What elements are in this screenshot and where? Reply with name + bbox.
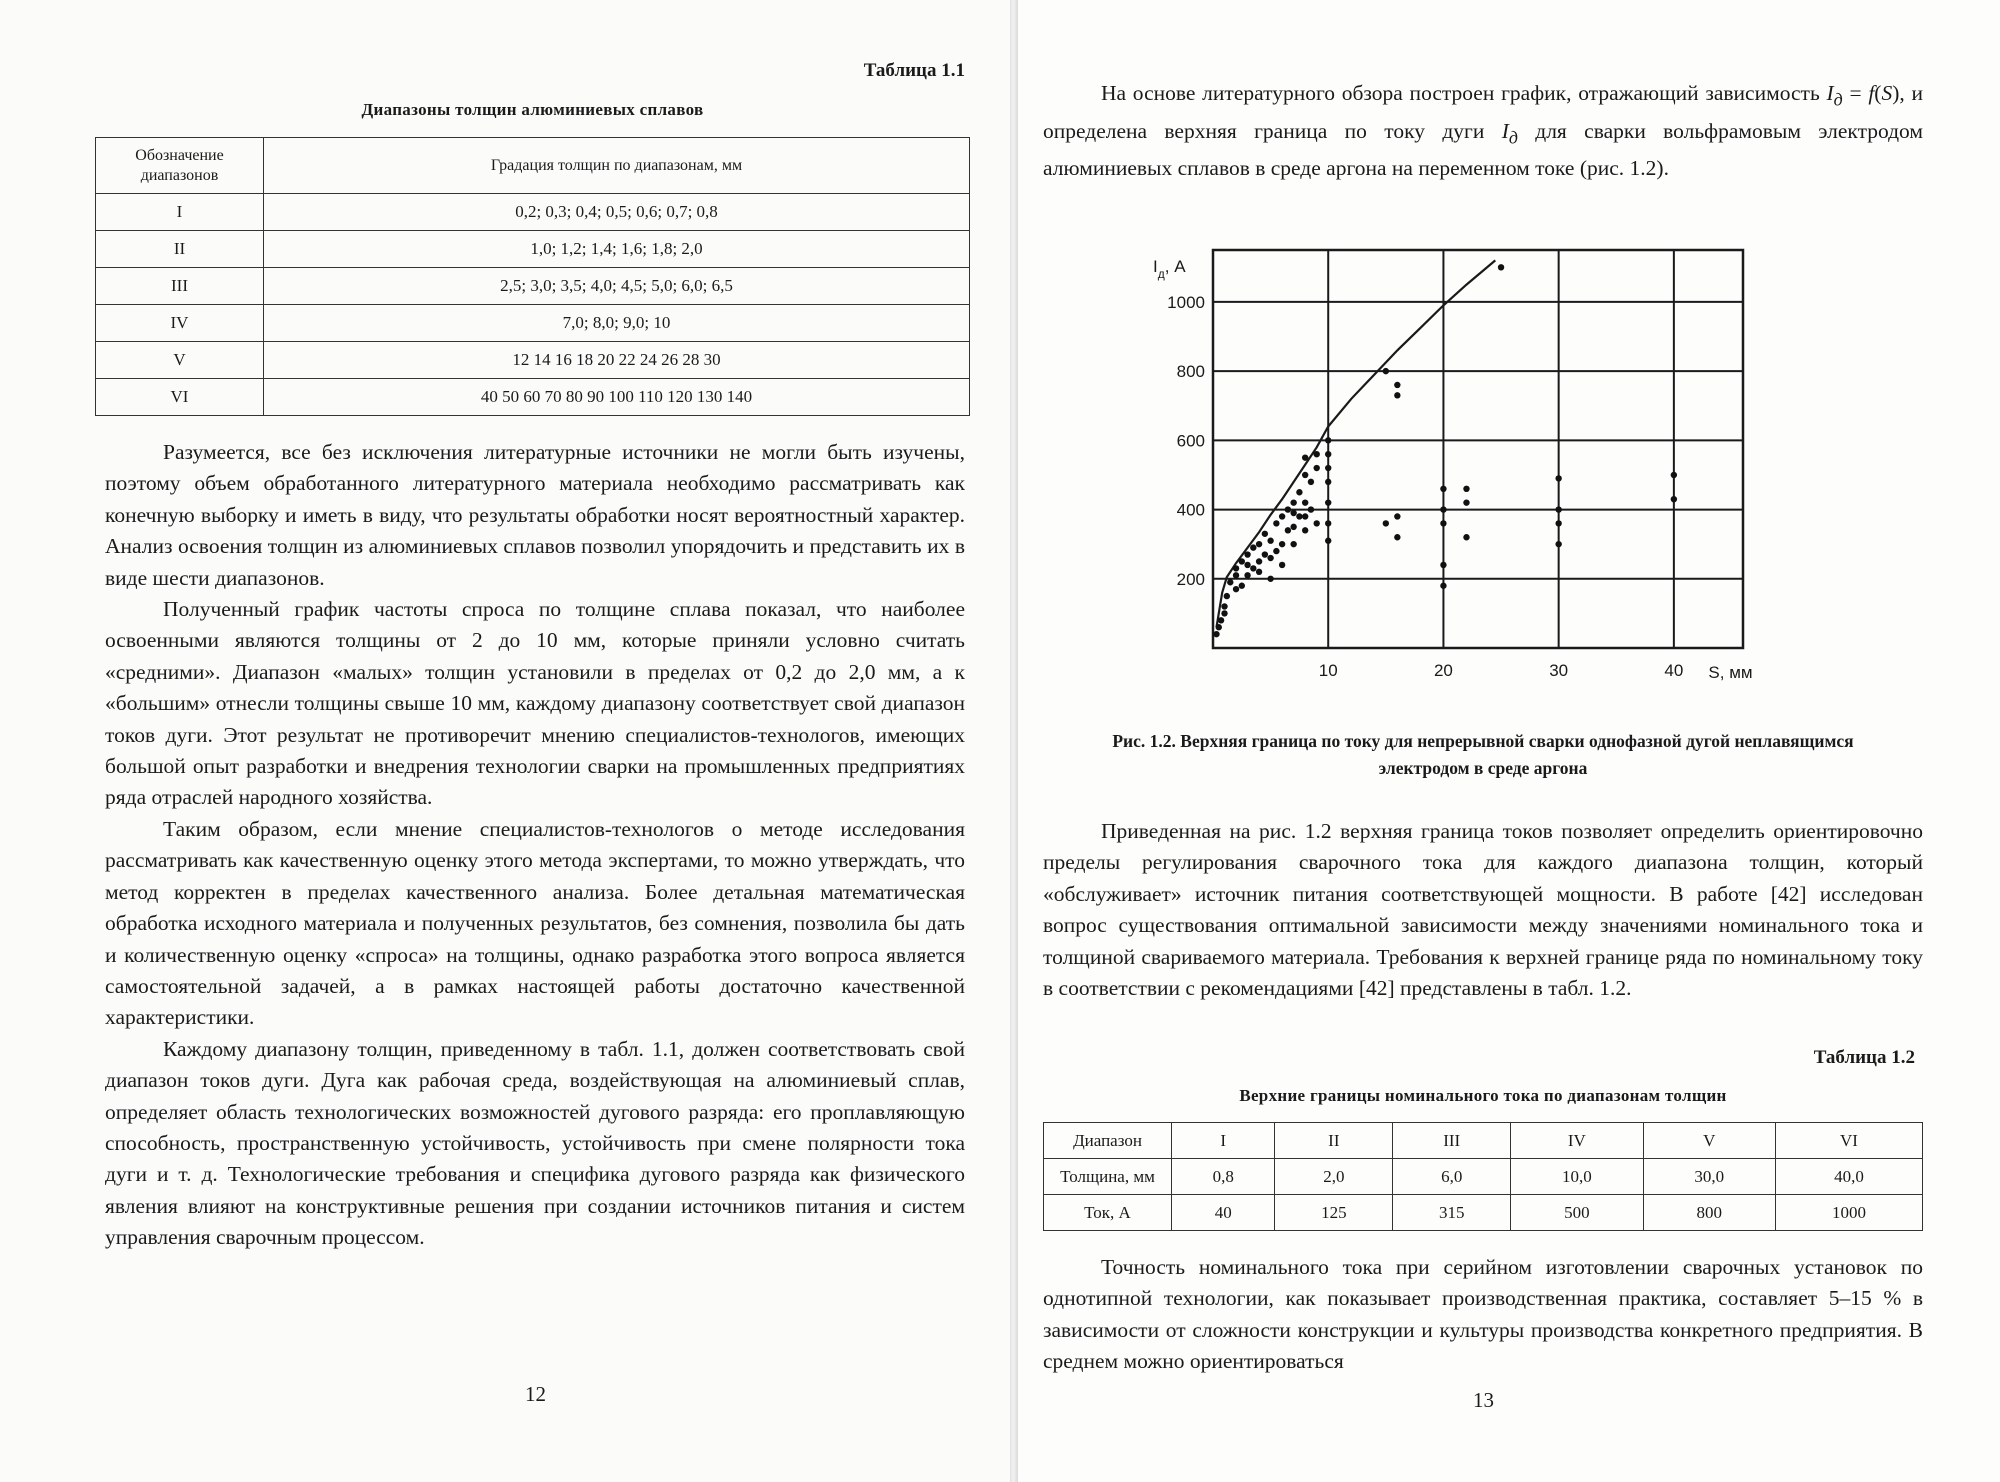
data-point (1267, 555, 1273, 561)
page-number-right: 13 (1473, 1388, 1494, 1412)
data-point (1302, 454, 1308, 460)
x-tick-label: 20 (1433, 661, 1453, 680)
data-point (1262, 551, 1268, 557)
data-point (1383, 520, 1389, 526)
table-cell: 40 (1172, 1195, 1275, 1231)
data-point (1267, 576, 1273, 582)
data-point (1213, 631, 1219, 637)
range-values: 12 14 16 18 20 22 24 26 28 30 (264, 342, 970, 379)
intro-paragraph (1043, 78, 1923, 185)
table-cell: III (1393, 1123, 1511, 1159)
table-cell: IV (1511, 1123, 1643, 1159)
data-point (1383, 368, 1389, 374)
data-point (1290, 524, 1296, 530)
paragraph (1043, 816, 1923, 1004)
table-row (96, 342, 970, 379)
figure-1-2-chart (1098, 240, 1858, 690)
data-point (1463, 499, 1469, 505)
table-cell: 40,0 (1776, 1159, 1923, 1195)
data-point (1239, 583, 1245, 589)
paragraph (105, 594, 965, 814)
data-point (1221, 610, 1227, 616)
data-point (1498, 264, 1504, 270)
x-tick-label: 30 (1549, 661, 1569, 680)
data-point (1302, 499, 1308, 505)
data-point (1308, 506, 1314, 512)
data-point (1555, 506, 1561, 512)
table-cell: 125 (1275, 1195, 1393, 1231)
data-point (1325, 538, 1331, 544)
paragraph-text: Точность номинального тока при серийном изготовлении сварочных установок по однотипной технологии, как показывает производственная практика, составляет 5–15 % в зависимости от сложности конструкции и культуры производства конкретного предприятия. В среднем можно ориентироваться (1043, 1255, 1923, 1374)
left-text-block (105, 437, 965, 1254)
table-cell: 30,0 (1643, 1159, 1775, 1195)
data-point (1290, 510, 1296, 516)
data-point (1279, 541, 1285, 547)
data-point (1555, 541, 1561, 547)
paragraph-text: Каждому диапазону толщин, приведенному в табл. 1.1, должен соответствовать свой диапазон токов дуги. Дуга как рабочая среда, воздействующая на алюминиевый сплав, определяет область технологических возможностей дугового разряда: его проплавляющую способность, пространственную устойчивость, устойчивость при смене полярности тока дуги и т. д. Технологические требования и специфика дугового разряда как физического явления влияют на конструктивные решения при создании источников питания и систем управления сварочным процессом. (105, 1036, 965, 1250)
data-point (1440, 562, 1446, 568)
data-point (1233, 586, 1239, 592)
range-code: II (96, 231, 264, 268)
range-values: 7,0; 8,0; 9,0; 10 (264, 305, 970, 342)
range-values: 1,0; 1,2; 1,4; 1,6; 1,8; 2,0 (264, 231, 970, 268)
data-point (1555, 520, 1561, 526)
right-paragraph-3 (1043, 1252, 1923, 1378)
formula-i: I (1826, 81, 1834, 105)
x-axis-label: S, мм (1708, 663, 1753, 682)
paragraph-text: Приведенная на рис. 1.2 верхняя граница токов позволяет определить ориентировочно пределы регулирования сварочного тока для каждого диапазона толщин, который «обслуживает» источник питания соответствующей мощности. В работе [42] исследован вопрос существования оптимальной зависимости между значениями номинального тока и толщиной свариваемого материала. Требования к верхней границе ряда по номинальному току в соответствии с рекомендациями [42] представлены в табл. 1.2. (1043, 819, 1923, 1001)
data-point (1463, 534, 1469, 540)
range-values: 2,5; 3,0; 3,5; 4,0; 4,5; 5,0; 6,0; 6,5 (264, 268, 970, 305)
table-cell: 315 (1393, 1195, 1511, 1231)
range-code: I (96, 194, 264, 231)
formula-sub: д (1508, 127, 1518, 147)
formula-s: S (1881, 81, 1893, 105)
data-point (1296, 489, 1302, 495)
data-point (1440, 506, 1446, 512)
y-tick-label: 600 (1176, 431, 1205, 451)
data-point (1273, 520, 1279, 526)
table-row (96, 194, 970, 231)
data-point (1325, 520, 1331, 526)
y-tick-label: 200 (1176, 569, 1205, 589)
range-code: V (96, 342, 264, 379)
data-point (1250, 565, 1256, 571)
data-point (1313, 520, 1319, 526)
data-point (1302, 472, 1308, 478)
table-cell: 800 (1643, 1195, 1775, 1231)
table-1-1 (95, 137, 970, 416)
y-tick-label: 800 (1176, 362, 1205, 382)
table-row (96, 268, 970, 305)
figure-caption: Рис. 1.2. Верхняя граница по току для непрерывной сварки однофазной дугой неплавящимся электродом в среде аргона (1112, 731, 1854, 778)
table-cell: Диапазон (1044, 1123, 1172, 1159)
intro-text: ), и определена верхняя граница по току дуги (1043, 81, 1923, 143)
paragraph (105, 814, 965, 1034)
table-1-1-label: Таблица 1.1 (863, 60, 965, 81)
y-axis-label-unit: , А (1164, 257, 1186, 276)
table-cell: 6,0 (1393, 1159, 1511, 1195)
paragraph-text: Полученный график частоты спроса по толщине сплава показал, что наиболее освоенными являются толщины от 2 до 10 мм, которые приняли условно считать «средними». Диапазон «малых» толщин установили в пределах от 0,2 до 2,0 мм, а к «большим» отнесли толщины свыше 10 мм, каждому диапазону соответствует свой диапазон токов дуги. Этот результат не противоречит мнению специалистов-технологов, имеющих большой опыт разработки и внедрения технологии сварки на промышленных предприятиях ряда отраслей народного хозяйства. (105, 597, 965, 810)
data-point (1325, 499, 1331, 505)
data-point (1671, 472, 1677, 478)
intro-text: На основе литературного обзора построен график, отражающий зависимость (1101, 81, 1827, 105)
table-cell: 0,8 (1172, 1159, 1275, 1195)
table-header-gradation: Градация толщин по диапазонам, мм (264, 138, 970, 194)
table-cell: 2,0 (1275, 1159, 1393, 1195)
data-point (1325, 437, 1331, 443)
data-point (1262, 531, 1268, 537)
paragraph (105, 437, 965, 594)
data-point (1256, 569, 1262, 575)
formula-paren: ( (1874, 81, 1882, 105)
data-point (1463, 486, 1469, 492)
data-point (1302, 513, 1308, 519)
range-values: 40 50 60 70 80 90 100 110 120 130 140 (264, 379, 970, 416)
data-point (1394, 534, 1400, 540)
x-tick-label: 10 (1318, 661, 1338, 680)
table-row (96, 231, 970, 268)
data-point (1671, 496, 1677, 502)
intro-text: для сварки вольфрамовым электродом алюминиевых сплавов в среде аргона на переменном токе (рис. 1.2). (1043, 118, 1923, 181)
y-tick-label: 400 (1176, 500, 1205, 520)
table-row (96, 305, 970, 342)
table-header-row (1044, 1123, 1923, 1159)
data-point (1290, 499, 1296, 505)
data-point (1440, 583, 1446, 589)
table-1-1-title: Диапазоны толщин алюминиевых сплавов (361, 100, 704, 119)
x-tick-label: 40 (1664, 661, 1684, 680)
right-page (1018, 0, 2000, 1482)
data-point (1279, 513, 1285, 519)
data-point (1308, 479, 1314, 485)
data-point (1394, 392, 1400, 398)
range-code: III (96, 268, 264, 305)
table-1-2 (1043, 1122, 1923, 1231)
table-cell: I (1172, 1123, 1275, 1159)
data-point (1290, 541, 1296, 547)
table-row (96, 379, 970, 416)
paragraph (1043, 1252, 1923, 1378)
data-point (1224, 593, 1230, 599)
table-cell: 10,0 (1511, 1159, 1643, 1195)
right-paragraph-2 (1043, 816, 1923, 1004)
range-values: 0,2; 0,3; 0,4; 0,5; 0,6; 0,7; 0,8 (264, 194, 970, 231)
data-point (1440, 486, 1446, 492)
data-point (1279, 562, 1285, 568)
data-point (1244, 562, 1250, 568)
right-intro-block (1043, 78, 1923, 185)
data-point (1313, 451, 1319, 457)
table-header-designation: Обозначение диапазонов (96, 138, 264, 194)
data-point (1221, 603, 1227, 609)
formula-sub: д (1833, 89, 1843, 110)
data-point (1555, 475, 1561, 481)
data-point (1440, 520, 1446, 526)
data-point (1216, 624, 1222, 630)
y-tick-label: 1000 (1167, 292, 1205, 312)
data-point (1302, 527, 1308, 533)
table-row (1044, 1195, 1923, 1231)
data-point (1296, 513, 1302, 519)
data-point (1325, 451, 1331, 457)
data-point (1285, 506, 1291, 512)
table-cell: 500 (1511, 1195, 1643, 1231)
table-cell: 1000 (1776, 1195, 1923, 1231)
data-point (1267, 538, 1273, 544)
formula-eq: = (1842, 81, 1869, 105)
paragraph (105, 1034, 965, 1254)
y-axis-label (1153, 257, 1186, 281)
data-point (1256, 558, 1262, 564)
data-point (1227, 579, 1233, 585)
table-cell: II (1275, 1123, 1393, 1159)
table-1-2-title: Верхние границы номинального тока по диапазонам толщин (1239, 1086, 1727, 1105)
table-header-row (96, 138, 970, 194)
y-axis-label-sub: д (1157, 267, 1165, 281)
data-point (1285, 527, 1291, 533)
plot-frame (1213, 250, 1743, 648)
page-number-left: 12 (525, 1382, 546, 1406)
table-cell: VI (1776, 1123, 1923, 1159)
table-row (1044, 1159, 1923, 1195)
y-axis-label-main: I (1153, 257, 1158, 276)
data-point (1233, 572, 1239, 578)
data-point (1394, 382, 1400, 388)
data-point (1325, 465, 1331, 471)
data-point (1239, 558, 1245, 564)
range-code: IV (96, 305, 264, 342)
data-point (1218, 617, 1224, 623)
range-code: VI (96, 379, 264, 416)
data-point (1394, 513, 1400, 519)
data-point (1325, 479, 1331, 485)
data-point (1233, 565, 1239, 571)
table-cell: Ток, А (1044, 1195, 1172, 1231)
paragraph-text: Разумеется, все без исключения литературные источники не могли быть изучены, поэтому объем обработанного литературного материала необходимо рассматривать как конечную выборку и иметь в виду, что результаты обработки носят вероятностный характер. Анализ освоения толщин из алюминиевых сплавов позволил упорядочить и представить их в виде шести диапазонов. (105, 440, 965, 590)
data-point (1244, 551, 1250, 557)
data-point (1313, 465, 1319, 471)
paragraph-text: Таким образом, если мнение специалистов-технологов о методе исследования рассматривать как качественную оценку этого метода экспертами, то можно утверждать, что метод корректен в пределах качественного анализа. Более детальная математическая обработка исходного материала и полученных результатов, без сомнения, позволила бы дать и количественную оценку «спроса» на толщины, однако разработка этого вопроса является самостоятельной задачей, а в рамках настоящей работы достаточно качественной характеристики. (105, 816, 965, 1030)
data-point (1273, 548, 1279, 554)
table-1-2-label: Таблица 1.2 (1813, 1047, 1915, 1068)
table-cell: V (1643, 1123, 1775, 1159)
data-point (1244, 572, 1250, 578)
formula-f: f (1868, 81, 1875, 105)
data-point (1250, 544, 1256, 550)
data-point (1256, 541, 1262, 547)
formula-i: I (1501, 118, 1509, 143)
table-cell: Толщина, мм (1044, 1159, 1172, 1195)
